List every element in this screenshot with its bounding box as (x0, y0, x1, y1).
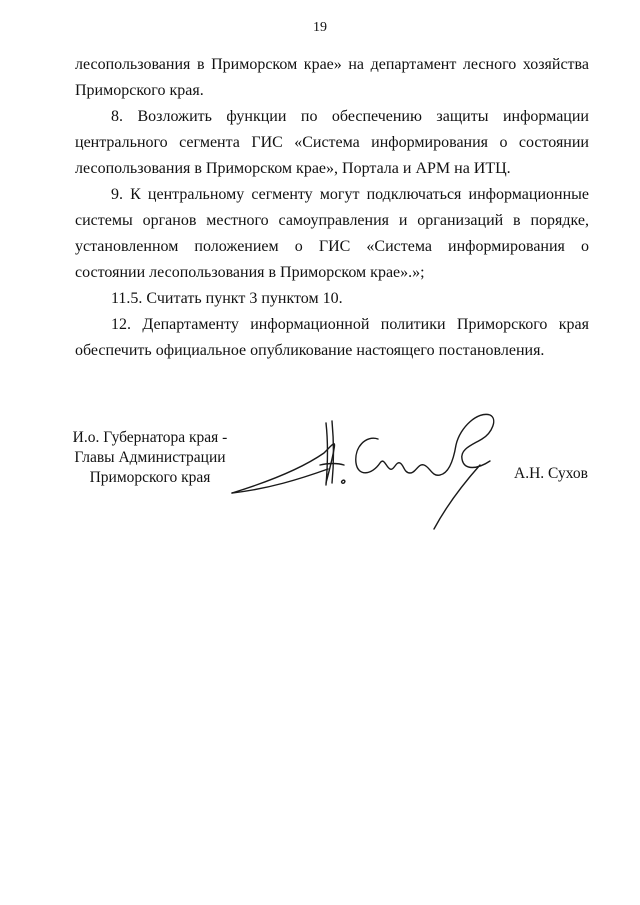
paragraph-item-11-5: 11.5. Считать пункт 3 пунктом 10. (111, 290, 343, 307)
handwritten-signature (228, 405, 508, 535)
signer-name: А.Н. Сухов (514, 465, 588, 482)
signatory-position (70, 428, 230, 488)
paragraph-item-8: 8. Возложить функции по обеспечению защиты информации центрального сегмента ГИС «Система информирования о состоянии лесопользования в Приморском крае», Портала и АРМ на ИТЦ. (75, 108, 589, 177)
paragraph-item-12: 12. Департаменту информационной политики Приморского края обеспечить официальное опубликование настоящего постановления. (75, 316, 589, 359)
page-number: 19 (313, 20, 327, 35)
paragraph-continuation: лесопользования в Приморском крае» на департамент лесного хозяйства Приморского края. (75, 56, 589, 99)
paragraph-item-9: 9. К центральному сегменту могут подключаться информационные системы органов местного самоуправления и организаций в порядке, установленном положением о ГИС «Система информирования о состоянии лесопользования в Приморском крае».»; (75, 186, 589, 281)
position-line: И.о. Губернатора края - (72, 429, 228, 446)
position-line: Приморского края (89, 469, 211, 486)
document-body (75, 52, 589, 364)
position-line: Главы Администрации (74, 449, 226, 466)
